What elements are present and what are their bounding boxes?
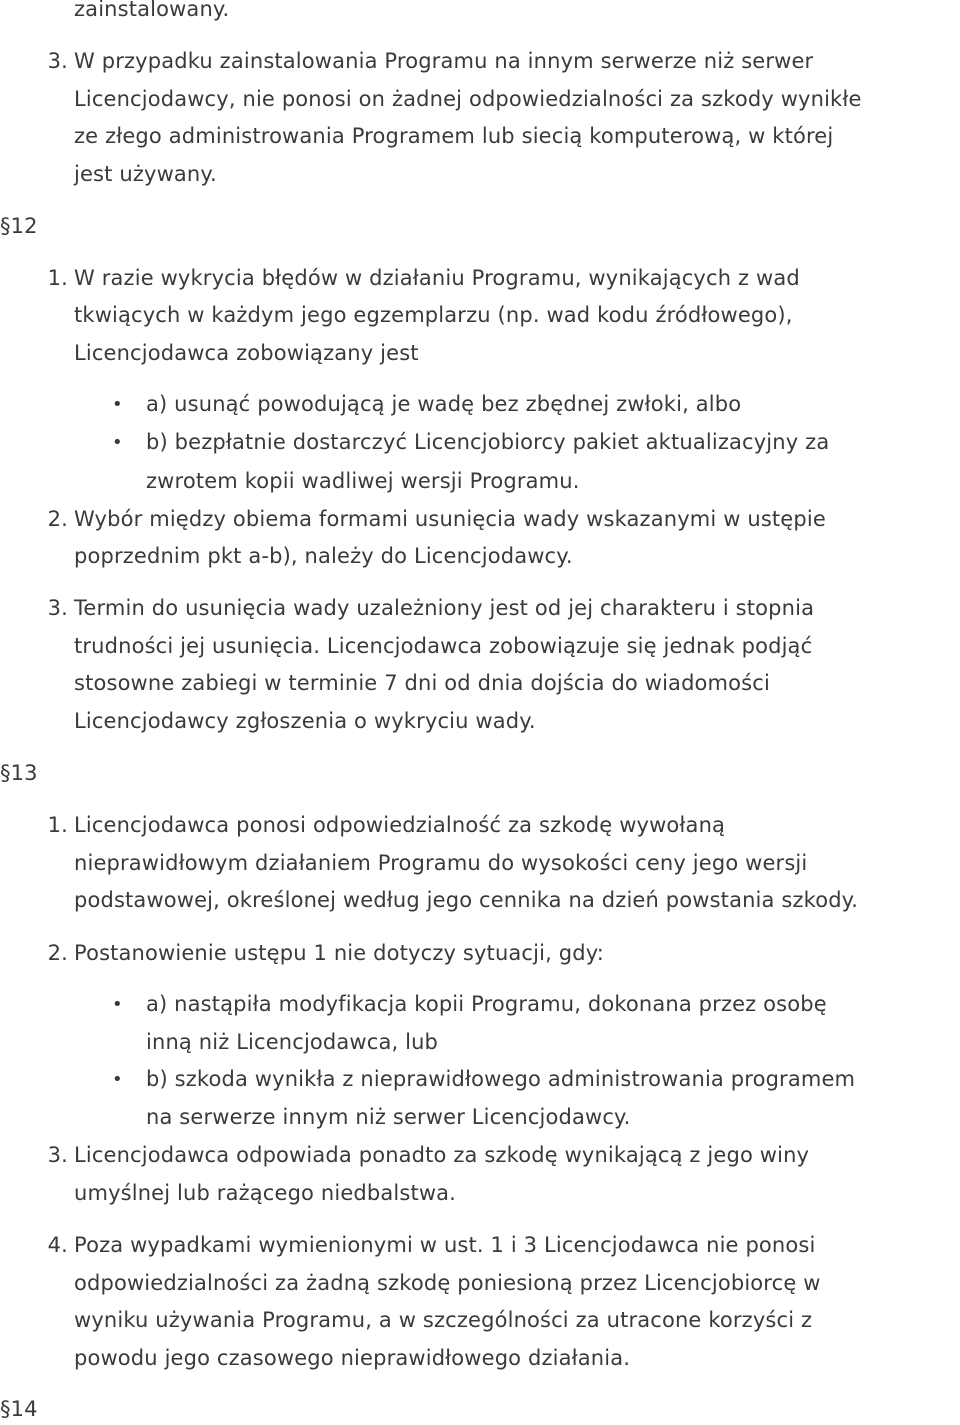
bullet-marker: •: [112, 1069, 123, 1090]
paragraph-line: Wybór między obiema formami usunięcia wady wskazanymi w ustępie: [74, 507, 826, 531]
paragraph-number: 3.: [47, 596, 68, 620]
section-14-heading: [0, 1397, 38, 1421]
paragraph-line: tkwiących w każdym jego egzemplarzu (np. wad kodu źródłowego),: [74, 303, 793, 327]
paragraph-line: Postanowienie ustępu 1 nie dotyczy sytuacji, gdy:: [74, 941, 604, 965]
section-number: 14: [10, 1397, 38, 1421]
paragraph-line: Licencjodawca odpowiada ponadto za szkodę wynikającą z jego winy: [74, 1143, 810, 1167]
paragraph-line: Licencjodawca zobowiązany jest: [74, 341, 419, 365]
paragraph-line: W przypadku zainstalowania Programu na innym serwerze niż serwer: [74, 49, 814, 73]
paragraph-line: poprzednim pkt a-b), należy do Licencjodawcy.: [74, 544, 573, 568]
paragraph-line: jest używany.: [74, 162, 217, 186]
paragraph-line: powodu jego czasowego nieprawidłowego działania.: [74, 1346, 631, 1370]
bullet-marker: •: [112, 994, 123, 1015]
bullet-marker: •: [112, 432, 123, 453]
paragraph-number: 1.: [47, 813, 68, 837]
paragraph-line: Licencjodawcy zgłoszenia o wykryciu wady.: [74, 709, 536, 733]
section-sign: §: [0, 214, 11, 238]
bullet-line: zwrotem kopii wadliwej wersji Programu.: [146, 469, 580, 493]
section-number: 13: [10, 761, 38, 785]
section-13-heading: [0, 761, 38, 785]
paragraph-line: podstawowej, określonej według jego cennika na dzień powstania szkody.: [74, 888, 859, 912]
paragraph-number: 1.: [47, 266, 68, 290]
paragraph-line: Licencjodawca ponosi odpowiedzialność za szkodę wywołaną: [74, 813, 726, 837]
paragraph-number: 3.: [47, 1143, 68, 1167]
paragraph-line: stosowne zabiegi w terminie 7 dni od dnia dojścia do wiadomości: [74, 671, 770, 695]
paragraph-line: umyślnej lub rażącego niedbalstwa.: [74, 1181, 456, 1205]
continuation-text: zainstalowany.: [74, 0, 230, 21]
paragraph-line: Poza wypadkami wymienionymi w ust. 1 i 3 Licencjodawca nie ponosi: [74, 1233, 816, 1257]
paragraph-number: 4.: [47, 1233, 68, 1257]
paragraph-number: 3.: [47, 49, 68, 73]
section-number: 12: [10, 214, 38, 238]
paragraph-line: ze złego administrowania Programem lub siecią komputerową, w której: [74, 124, 834, 148]
paragraph-number: 2.: [47, 941, 68, 965]
bullet-line: na serwerze innym niż serwer Licencjodawcy.: [146, 1105, 631, 1129]
section-sign: §: [0, 1397, 11, 1421]
bullet-line: a) usunąć powodującą je wadę bez zbędnej zwłoki, albo: [146, 392, 742, 416]
paragraph-number: 2.: [47, 507, 68, 531]
paragraph-line: trudności jej usunięcia. Licencjodawca zobowiązuje się jednak podjąć: [74, 634, 813, 658]
section-sign: §: [0, 761, 11, 785]
paragraph-line: W razie wykrycia błędów w działaniu Programu, wynikających z wad: [74, 266, 800, 290]
bullet-line: a) nastąpiła modyfikacja kopii Programu, dokonana przez osobę: [146, 992, 827, 1016]
section-12-heading: [0, 214, 38, 238]
bullet-line: b) szkoda wynikła z nieprawidłowego administrowania programem: [146, 1067, 856, 1091]
paragraph-line: Termin do usunięcia wady uzależniony jest od jej charakteru i stopnia: [74, 596, 815, 620]
paragraph-line: Licencjodawcy, nie ponosi on żadnej odpowiedzialności za szkody wynikłe: [74, 87, 862, 111]
bullet-marker: •: [112, 394, 123, 415]
bullet-line: inną niż Licencjodawca, lub: [146, 1030, 439, 1054]
bullet-line: b) bezpłatnie dostarczyć Licencjobiorcy pakiet aktualizacyjny za: [146, 430, 830, 454]
paragraph-line: wyniku używania Programu, a w szczególności za utracone korzyści z: [74, 1308, 813, 1332]
paragraph-line: odpowiedzialności za żadną szkodę poniesioną przez Licencjobiorcę w: [74, 1271, 821, 1295]
paragraph-line: nieprawidłowym działaniem Programu do wysokości ceny jego wersji: [74, 851, 808, 875]
